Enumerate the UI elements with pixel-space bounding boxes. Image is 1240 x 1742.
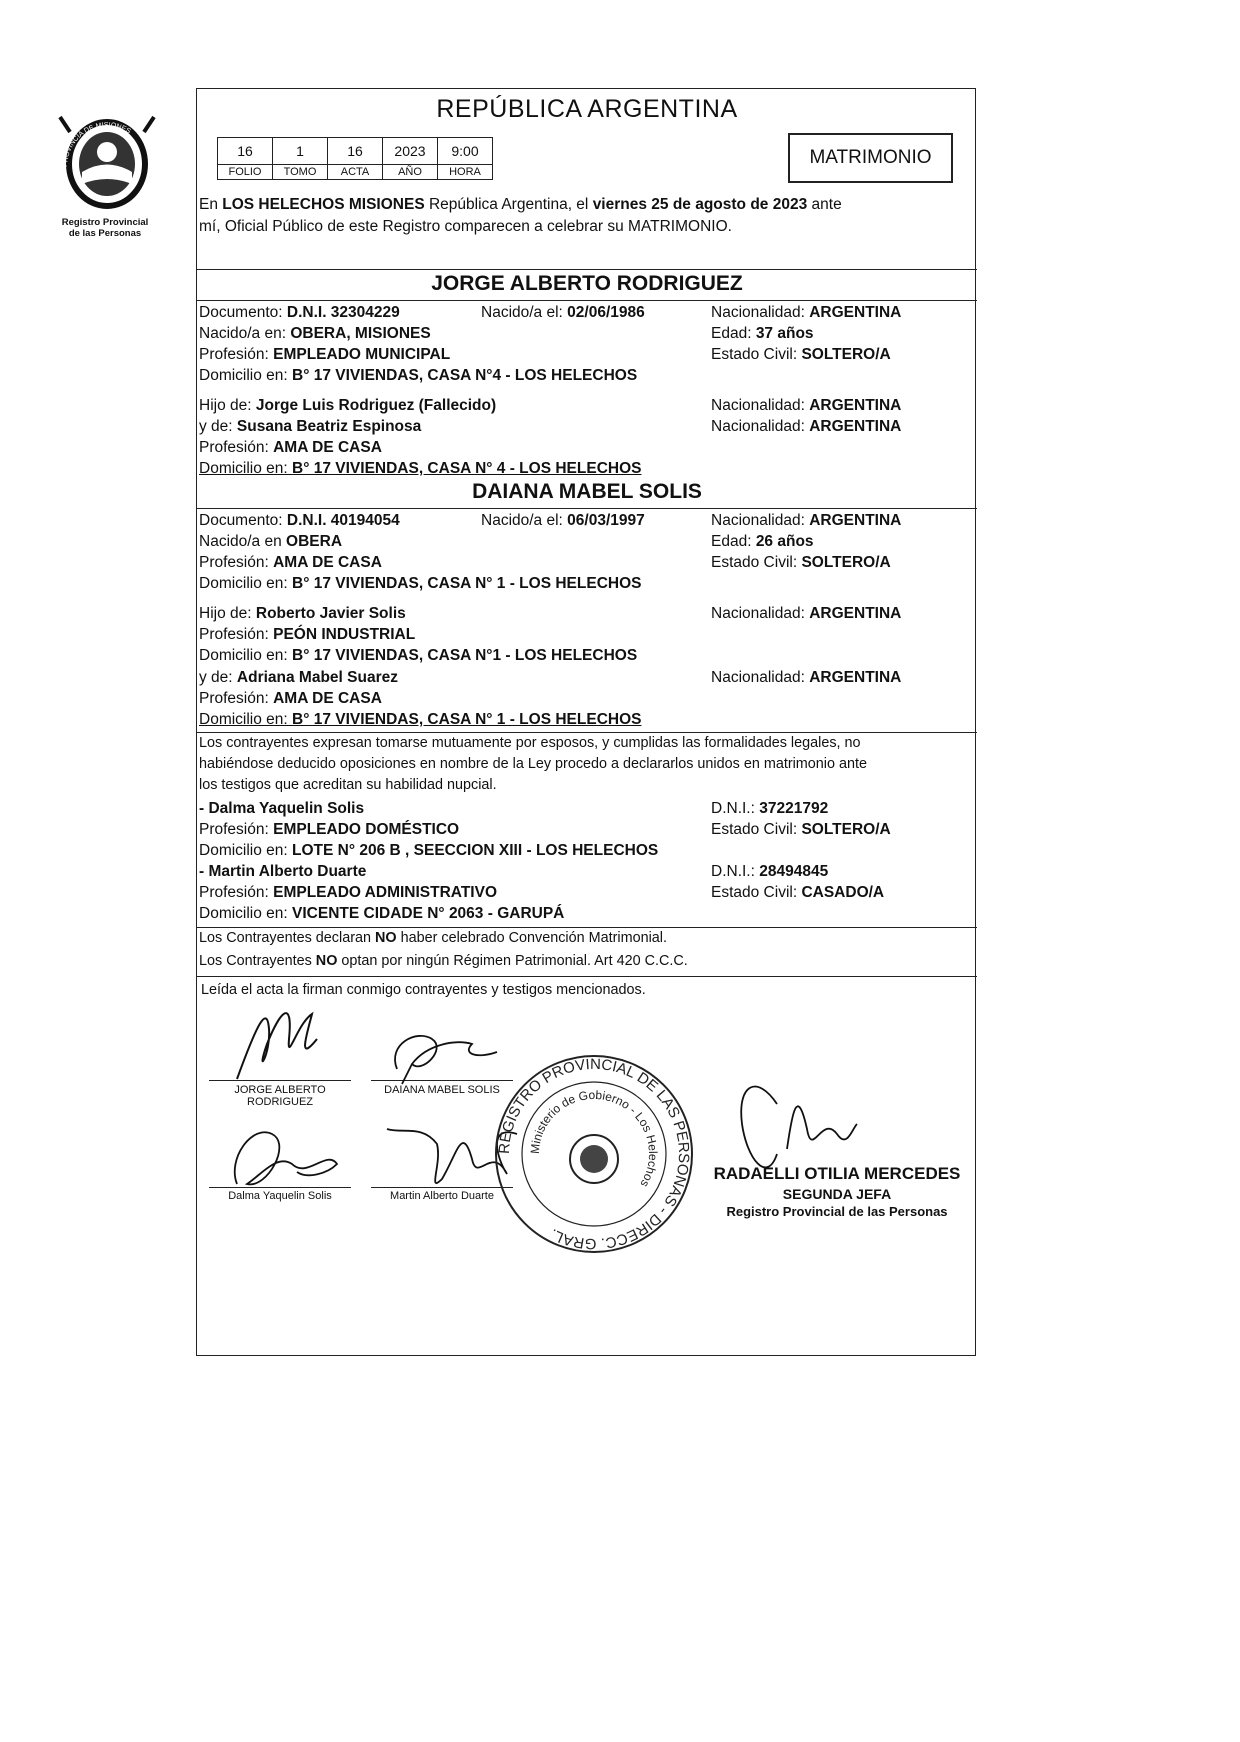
official-stamp — [687, 1164, 987, 1219]
groom-document: Documento: D.N.I. 32304229 — [199, 304, 400, 321]
witness-1-dni: D.N.I.: 37221792 — [711, 800, 829, 817]
groom-mother-profession: Profesión: AMA DE CASA — [199, 439, 382, 456]
bride-signature — [395, 1036, 497, 1084]
witness-2-civil-status: Estado Civil: CASADO/A — [711, 884, 885, 901]
bride-father-address: Domicilio en: B° 17 VIVIENDAS, CASA N°1 - LOS HELECHOS — [199, 647, 638, 664]
groom-birthplace: Nacido/a en: OBERA, MISIONES — [199, 325, 431, 342]
divider — [197, 508, 977, 509]
official-name: RADAELLI OTILIA MERCEDES — [713, 1164, 961, 1183]
groom-address: Domicilio en: B° 17 VIVIENDAS, CASA N°4 - LOS HELECHOS — [199, 367, 638, 384]
province-emblem — [52, 112, 162, 217]
year-label: AÑO — [383, 165, 438, 180]
intro-line-2: mí, Oficial Público de este Registro comparecen a celebrar su MATRIMONIO. — [199, 218, 732, 235]
groom-signature — [237, 1013, 317, 1079]
republic-title: REPÚBLICA ARGENTINA — [436, 95, 738, 123]
groom-mother-nationality: Nacionalidad: ARGENTINA — [711, 418, 902, 435]
emblem-caption — [40, 217, 170, 239]
bride-civil-status: Estado Civil: SOLTERO/A — [711, 554, 891, 571]
bride-mother: y de: Adriana Mabel Suarez — [199, 669, 398, 686]
groom-birthdate: Nacido/a el: 02/06/1986 — [481, 304, 645, 321]
intro-text-a: En — [199, 196, 223, 213]
svg-text:Ministerio de Gobierno - Los H: Ministerio de Gobierno - Los Helechos — [527, 1087, 661, 1190]
groom-father: Hijo de: Jorge Luis Rodriguez (Fallecido) — [199, 397, 497, 414]
year-value: 2023 — [383, 138, 438, 165]
emblem-caption-line1: Registro Provincial — [61, 217, 149, 228]
bride-signature-label: DAIANA MABEL SOLIS — [384, 1084, 500, 1096]
folio-label: FOLIO — [218, 165, 273, 180]
bride-mother-profession: Profesión: AMA DE CASA — [199, 690, 382, 707]
groom-parents-address: Domicilio en: B° 17 VIVIENDAS, CASA N° 4 - LOS HELECHOS — [199, 460, 642, 477]
declaration-line-1: Los contrayentes expresan tomarse mutuamente por esposos, y cumplidas las formalidades legales, no — [199, 735, 861, 751]
witness-2-name: - Martin Alberto Duarte — [199, 863, 367, 880]
witness-2-profession: Profesión: EMPLEADO ADMINISTRATIVO — [199, 884, 497, 901]
bride-address: Domicilio en: B° 17 VIVIENDAS, CASA N° 1 - LOS HELECHOS — [199, 575, 642, 592]
witness-1-signature-label: Dalma Yaquelin Solis — [228, 1190, 332, 1202]
intro-text-c: ante — [807, 196, 842, 213]
regime-statement: Los Contrayentes NO optan por ningún Régimen Patrimonial. Art 420 C.C.C. — [199, 953, 688, 969]
groom-nationality: Nacionalidad: ARGENTINA — [711, 304, 902, 321]
bride-name: DAIANA MABEL SOLIS — [472, 480, 702, 503]
intro-line-1 — [199, 196, 842, 214]
groom-civil-status: Estado Civil: SOLTERO/A — [711, 346, 891, 363]
emblem-icon — [52, 112, 162, 212]
divider — [197, 732, 977, 733]
groom-signature-label: JORGE ALBERTO RODRIGUEZ — [234, 1084, 326, 1108]
divider — [197, 269, 977, 270]
official-office: Registro Provincial de las Personas — [726, 1204, 948, 1219]
groom-profession: Profesión: EMPLEADO MUNICIPAL — [199, 346, 451, 363]
groom-age: Edad: 37 años — [711, 325, 814, 342]
divider — [197, 976, 977, 977]
bride-profession: Profesión: AMA DE CASA — [199, 554, 382, 571]
divider — [197, 300, 977, 301]
svg-text:PROVINCIA DE MISIONES: PROVINCIA DE MISIONES — [61, 121, 132, 168]
declaration-line-2: habiéndose deducido oposiciones en nombre de la Ley procedo a declararlos unidos en matrimonio ante — [199, 756, 868, 772]
record-grid — [217, 137, 493, 180]
witness-2-signature-label: Martin Alberto Duarte — [390, 1190, 494, 1202]
record-type-box: MATRIMONIO — [788, 133, 953, 183]
groom-mother: y de: Susana Beatriz Espinosa — [199, 418, 422, 435]
official-title: SEGUNDA JEFA — [782, 1186, 892, 1202]
seal-icon — [489, 1049, 699, 1259]
hour-value: 9:00 — [438, 138, 493, 165]
bride-birthdate: Nacido/a el: 06/03/1997 — [481, 512, 645, 529]
divider — [197, 927, 977, 928]
bride-father-nationality: Nacionalidad: ARGENTINA — [711, 605, 902, 622]
acta-label: ACTA — [328, 165, 383, 180]
intro-date: viernes 25 de agosto de 2023 — [592, 196, 808, 213]
groom-name: JORGE ALBERTO RODRIGUEZ — [431, 272, 743, 295]
emblem-caption-line2: de las Personas — [68, 228, 142, 239]
bride-father-profession: Profesión: PEÓN INDUSTRIAL — [199, 626, 416, 643]
hour-label: HORA — [438, 165, 493, 180]
groom-father-nationality: Nacionalidad: ARGENTINA — [711, 397, 902, 414]
acta-value: 16 — [328, 138, 383, 165]
witness-1-name: - Dalma Yaquelin Solis — [199, 800, 365, 817]
official-seal — [489, 1049, 699, 1264]
bride-age: Edad: 26 años — [711, 533, 814, 550]
tomo-label: TOMO — [273, 165, 328, 180]
declaration-line-3: los testigos que acreditan su habilidad nupcial. — [199, 777, 497, 793]
tomo-value: 1 — [273, 138, 328, 165]
intro-text-b: República Argentina, el — [424, 196, 593, 213]
bride-father: Hijo de: Roberto Javier Solis — [199, 605, 406, 622]
bride-nationality: Nacionalidad: ARGENTINA — [711, 512, 902, 529]
bride-mother-address: Domicilio en: B° 17 VIVIENDAS, CASA N° 1 - LOS HELECHOS — [199, 711, 642, 728]
bride-birthplace: Nacido/a en OBERA — [199, 533, 343, 550]
signatures-intro: Leída el acta la firman conmigo contrayentes y testigos mencionados. — [201, 982, 646, 998]
witness-1-signature — [235, 1132, 337, 1184]
witness-1-profession: Profesión: EMPLEADO DOMÉSTICO — [199, 821, 460, 838]
official-signature — [741, 1087, 857, 1168]
bride-mother-nationality: Nacionalidad: ARGENTINA — [711, 669, 902, 686]
intro-place: LOS HELECHOS MISIONES — [222, 196, 425, 213]
marriage-certificate — [196, 88, 976, 1356]
svg-text:REGISTRO PROVINCIAL DE LAS PER: REGISTRO PROVINCIAL DE LAS PERSONAS - DIRECC. GRAL. — [495, 1055, 693, 1253]
bride-document: Documento: D.N.I. 40194054 — [199, 512, 400, 529]
witness-2-address: Domicilio en: VICENTE CIDADE N° 2063 - GARUPÁ — [199, 905, 565, 922]
folio-value: 16 — [218, 138, 273, 165]
witness-1-address: Domicilio en: LOTE N° 206 B , SEECCION XIII - LOS HELECHOS — [199, 842, 659, 859]
convention-statement: Los Contrayentes declaran NO haber celebrado Convención Matrimonial. — [199, 930, 667, 946]
witness-2-dni: D.N.I.: 28494845 — [711, 863, 829, 880]
witness-1-civil-status: Estado Civil: SOLTERO/A — [711, 821, 891, 838]
